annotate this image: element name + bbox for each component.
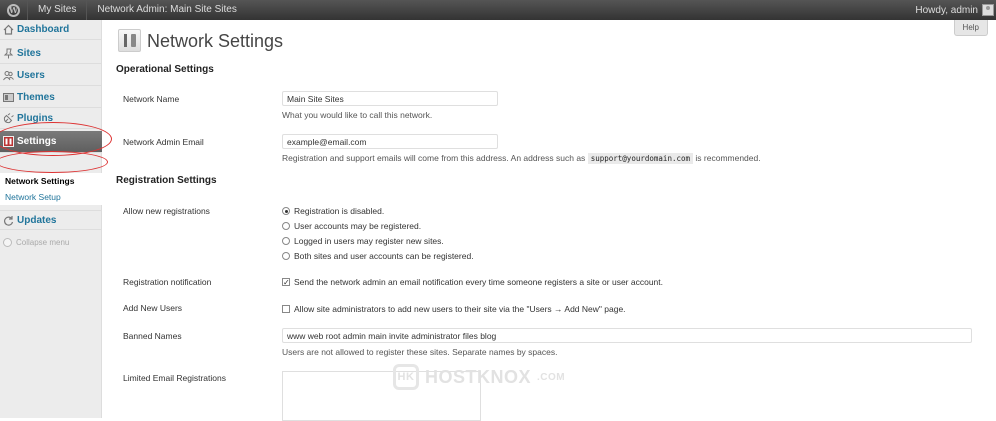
submenu-network-settings[interactable]: Network Settings [5,176,75,186]
checkbox-registration-notification[interactable] [282,277,663,287]
admin-bar [0,0,996,20]
menu-item-users[interactable] [0,66,102,86]
network-name-description: What you would like to call this network. [282,110,433,120]
menu-item-settings[interactable] [0,131,102,153]
radio-option-disabled[interactable] [282,206,384,216]
section-operational: Operational Settings [116,64,214,75]
checkbox-checked[interactable]: ✓ [283,278,290,287]
main-content [103,20,996,418]
watermark-logo-icon: HK [393,364,419,390]
checkbox-label: Allow site administrators to add new users to their site via the "Users → Add New" page. [294,304,626,314]
pushpin-icon [3,48,14,59]
admin-email-example-code: support@yourdomain.com [588,153,693,164]
wordpress-logo-icon[interactable] [0,0,28,20]
radio-label: User accounts may be registered. [294,221,422,231]
menu-item-plugins[interactable] [0,109,102,129]
checkbox-label: Send the network admin an email notification every time someone registers a site or user account. [294,277,663,287]
menu-label: Updates [17,214,57,226]
label-admin-email: Network Admin Email [123,137,204,147]
menu-label: Dashboard [17,24,70,35]
admin-sidebar [0,20,102,418]
watermark [393,364,565,390]
admin-email-desc-pre: Registration and support emails will come from this address. An address such as [282,153,586,163]
radio-unchecked[interactable] [282,237,290,245]
menu-label: Plugins [17,113,54,124]
updates-icon [3,215,14,226]
banned-names-description: Users are not allowed to register these sites. Separate names by spaces. [282,347,558,357]
label-network-name: Network Name [123,94,180,104]
menu-label: Themes [17,92,55,103]
network-admin-link[interactable]: Network Admin: Main Site Sites [97,4,237,15]
collapse-icon [3,238,12,247]
my-sites-link[interactable]: My Sites [28,0,87,20]
watermark-suffix: .COM [537,371,566,383]
label-allow-registrations: Allow new registrations [123,206,210,216]
menu-item-themes[interactable] [0,88,102,108]
label-limited-email: Limited Email Registrations [123,373,226,383]
menu-label: Settings [17,136,57,147]
radio-label: Registration is disabled. [294,206,385,216]
radio-checked[interactable] [282,207,290,215]
radio-option-user-accounts[interactable] [282,221,421,231]
howdy-text: Howdy, admin [915,4,978,16]
themes-icon [3,92,14,103]
radio-unchecked[interactable] [282,252,290,260]
account-menu[interactable] [915,0,996,20]
section-registration: Registration Settings [116,175,217,186]
radio-option-both[interactable] [282,251,474,261]
radio-unchecked[interactable] [282,222,290,230]
collapse-menu-button[interactable] [3,238,69,247]
banned-names-input[interactable] [282,328,972,343]
label-add-new-users: Add New Users [123,303,183,313]
help-tab[interactable]: Help [954,20,988,36]
submenu-network-setup[interactable]: Network Setup [5,192,61,202]
menu-label: Sites [17,48,41,59]
admin-email-input[interactable] [282,134,498,149]
settings-submenu [0,173,102,205]
avatar [982,4,994,16]
admin-email-desc-post: is recommended. [695,153,761,163]
checkbox-unchecked[interactable] [282,305,290,313]
wordpress-logo-glyph: W [7,4,20,17]
label-banned-names: Banned Names [123,331,182,341]
menu-item-dashboard[interactable] [0,20,102,40]
radio-label: Logged in users may register new sites. [294,236,444,246]
menu-label: Users [17,70,45,81]
checkbox-add-new-users[interactable] [282,304,626,314]
admin-email-description [282,153,761,163]
label-registration-notification: Registration notification [123,277,212,287]
menu-item-updates[interactable] [0,210,102,230]
network-name-input[interactable] [282,91,498,106]
radio-option-logged-in-sites[interactable] [282,236,444,246]
menu-item-sites[interactable] [0,44,102,64]
plug-icon [3,113,14,124]
settings-icon [3,136,14,147]
watermark-text: HOSTKNOX [425,366,532,387]
users-icon [3,70,14,81]
collapse-label: Collapse menu [16,238,70,247]
settings-page-icon [118,29,141,52]
page-title: Network Settings [147,31,284,51]
home-icon [3,24,14,35]
radio-label: Both sites and user accounts can be registered. [294,251,474,261]
